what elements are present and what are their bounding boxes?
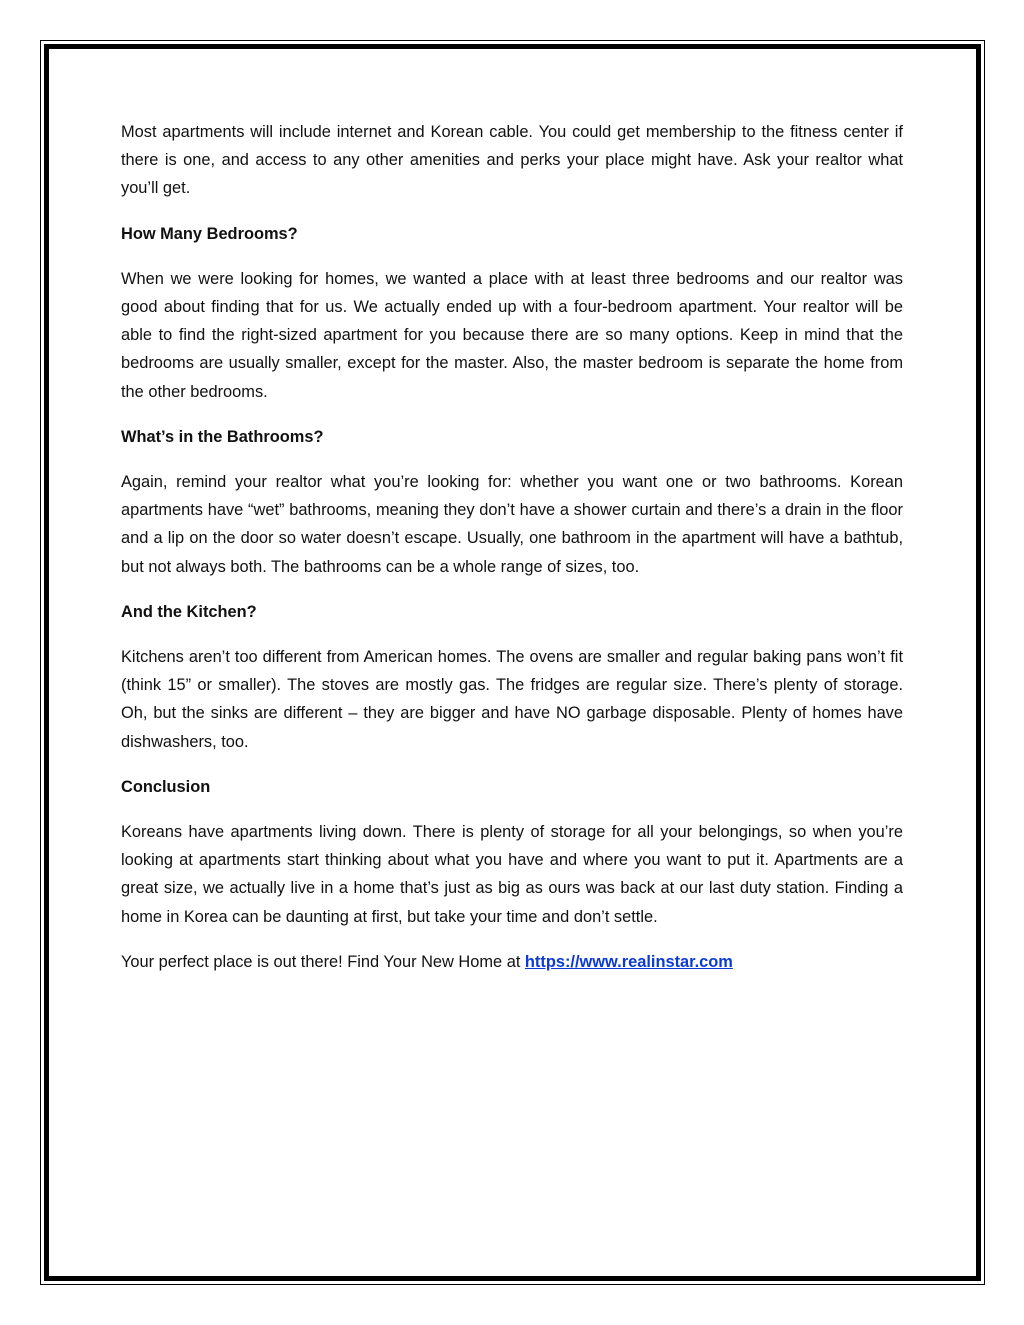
document-body [121, 118, 903, 993]
section-body-kitchen: Kitchens aren’t too different from American homes. The ovens are smaller and regular baking pans won’t fit (think 15” or smaller). The stoves are mostly gas. The fridges are regular size. There’s plenty of storage. Oh, but the sinks are different – they are bigger and have NO garbage disposable. Plenty of homes have dishwashers, too. [121, 648, 903, 751]
section-heading-conclusion: Conclusion [121, 777, 211, 796]
closing-text: Your perfect place is out there! Find Your New Home at [121, 952, 525, 971]
section-body-bathrooms: Again, remind your realtor what you’re looking for: whether you want one or two bathrooms. Korean apartments have “wet” bathrooms, meaning they don’t have a shower curtain and there’s a drain in the floor and a lip on the door so water doesn’t escape. Usually, one bathroom in the apartment will have a bathtub, but not always both. The bathrooms can be a whole range of sizes, too. [121, 473, 903, 576]
section-heading-kitchen: And the Kitchen? [121, 602, 257, 621]
realinstar-link[interactable]: https://www.realinstar.com [524, 952, 733, 971]
section-heading-bathrooms: What’s in the Bathrooms? [121, 427, 324, 446]
section-body-conclusion: Koreans have apartments living down. There is plenty of storage for all your belongings, so when you’re looking at apartments start thinking about what you have and where you want to put it. Apartments are a great size, we actually live in a home that’s just as big as ours was back at our last duty station. Finding a home in Korea can be daunting at first, but take your time and don’t settle. [121, 823, 903, 926]
section-heading-bedrooms: How Many Bedrooms? [121, 224, 298, 243]
section-body-bedrooms: When we were looking for homes, we wanted a place with at least three bedrooms and our realtor was good about finding that for us. We actually ended up with a four-bedroom apartment. Your realtor will be able to find the right-sized apartment for you because there are so many options. Keep in mind that the bedrooms are usually smaller, except for the master. Also, the master bedroom is separate the home from the other bedrooms. [121, 269, 903, 401]
intro-paragraph: Most apartments will include internet and Korean cable. You could get membership to the fitness center if there is one, and access to any other amenities and perks your place might have. Ask your realtor what you’ll get. [121, 123, 903, 198]
closing-paragraph [121, 948, 903, 976]
